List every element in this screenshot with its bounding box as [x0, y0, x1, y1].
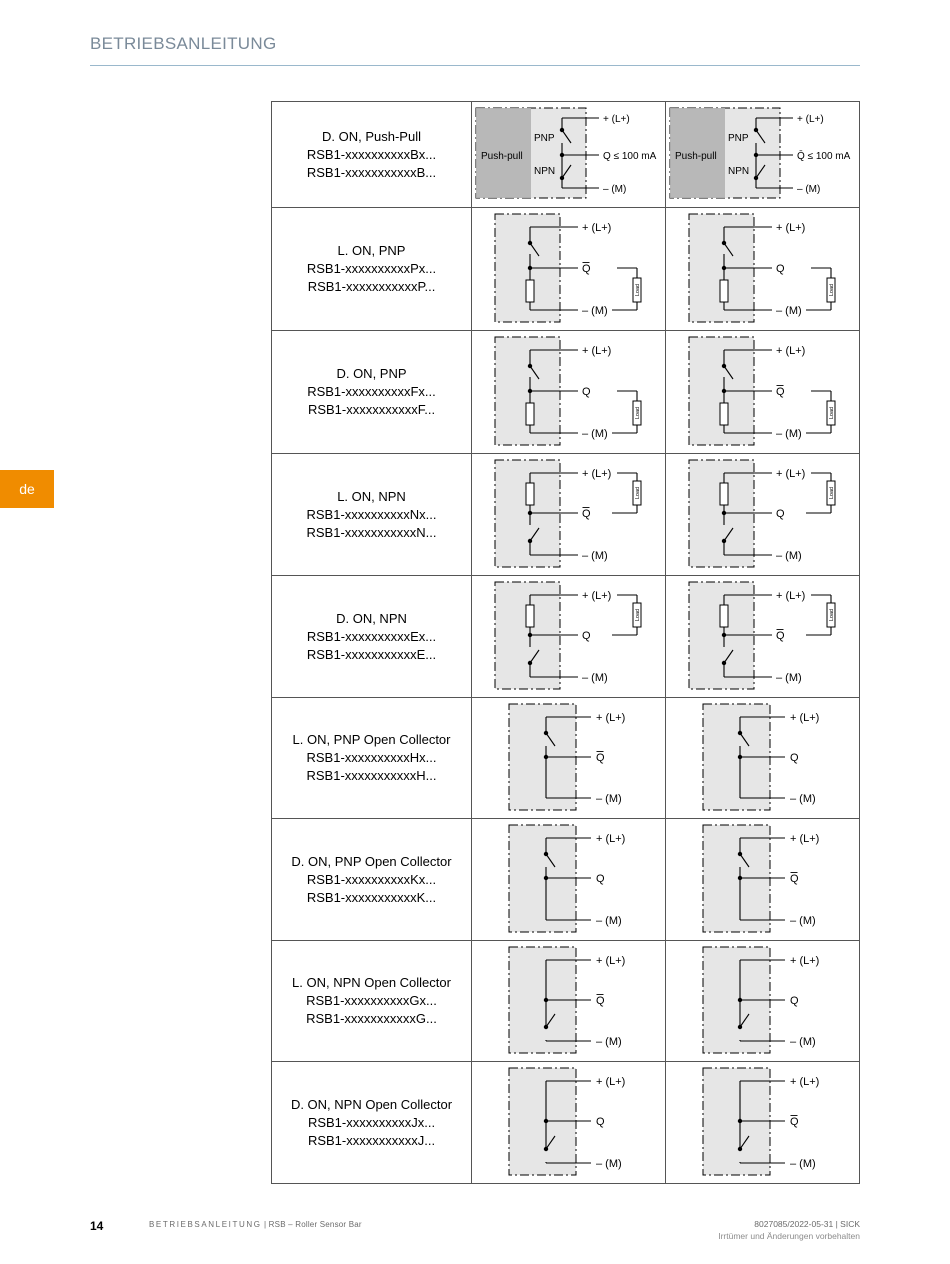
plus-terminal-label: + (L+): [790, 1076, 820, 1088]
load-label: Load: [829, 486, 835, 500]
variant-code: RSB1-xxxxxxxxxxxE...: [306, 646, 437, 662]
q-output-label: Q: [596, 873, 605, 885]
q-output-label: Q: [790, 995, 799, 1007]
wiring-table: [271, 101, 860, 1184]
wiring-diagram: [666, 102, 859, 207]
minus-terminal-label: – (M): [776, 428, 802, 440]
plus-terminal-label: + (L+): [596, 1076, 626, 1088]
minus-terminal-label: – (M): [582, 672, 608, 684]
variant-code: RSB1-xxxxxxxxxxJx...: [307, 1114, 436, 1130]
plus-terminal-label: + (L+): [582, 468, 612, 480]
wiring-diagram-cell: [472, 102, 666, 208]
plus-terminal-label: + (L+): [582, 590, 612, 602]
wiring-diagram-cell: [472, 698, 666, 819]
plus-terminal-label: + (L+): [776, 345, 806, 357]
variant-title: L. ON, NPN: [337, 488, 406, 504]
minus-terminal-label: – (M): [603, 184, 627, 195]
wiring-diagram-cell: [472, 454, 666, 576]
resistor: [720, 403, 728, 425]
q-output-label: Q: [582, 508, 591, 520]
wiring-diagram: [472, 941, 665, 1061]
variant-cell: [272, 454, 472, 576]
plus-terminal-label: + (L+): [596, 712, 626, 724]
wiring-row: [272, 698, 860, 819]
plus-terminal-label: + (L+): [776, 468, 806, 480]
footer-doc-type: BETRIEBSANLEITUNG: [149, 1220, 262, 1229]
wiring-row: [272, 454, 860, 576]
q-output-label: Q: [582, 263, 591, 275]
minus-terminal-label: – (M): [790, 1036, 816, 1048]
minus-terminal-label: – (M): [582, 428, 608, 440]
pnp-label: PNP: [728, 133, 749, 144]
plus-terminal-label: + (L+): [582, 222, 612, 234]
resistor: [526, 403, 534, 425]
wiring-diagram-cell: [666, 698, 860, 819]
variant-code: RSB1-xxxxxxxxxxxH...: [306, 768, 437, 783]
footer-doc-subtitle: | RSB – Roller Sensor Bar: [261, 1220, 362, 1229]
resistor: [720, 280, 728, 302]
q-output-label: Q: [790, 752, 799, 764]
minus-terminal-label: – (M): [596, 915, 622, 927]
wiring-diagram: [472, 1062, 665, 1183]
load-label: Load: [635, 283, 641, 297]
footer-doc-id: 8027085/2022-05-31 | SICK: [754, 1219, 860, 1229]
push-pull-label: Push-pull: [675, 151, 717, 162]
wiring-row: [272, 331, 860, 454]
load-label: Load: [829, 283, 835, 297]
variant-cell: [272, 102, 472, 208]
plus-terminal-label: + (L+): [776, 590, 806, 602]
q-output-label: Q: [776, 386, 785, 398]
variant-code: RSB1-xxxxxxxxxxKx...: [306, 871, 437, 887]
header-divider: [90, 65, 860, 66]
plus-terminal-label: + (L+): [596, 833, 626, 845]
page-number: 14: [90, 1219, 104, 1233]
wiring-diagram: [666, 819, 859, 940]
resistor: [720, 483, 728, 505]
wiring-diagram: [472, 576, 665, 697]
q-output-label: Q: [776, 508, 785, 520]
footer-doc-title: [149, 1220, 362, 1229]
variant-title: D. ON, NPN: [336, 610, 407, 626]
pnp-label: PNP: [534, 133, 555, 144]
resistor: [526, 605, 534, 627]
load-label: Load: [635, 406, 641, 420]
load-label: Load: [635, 486, 641, 500]
wiring-diagram-cell: [666, 1062, 860, 1184]
wiring-diagram: [472, 331, 665, 453]
minus-terminal-label: – (M): [596, 793, 622, 805]
variant-code: RSB1-xxxxxxxxxxHx...: [306, 750, 437, 765]
q-output-label: Q: [582, 386, 591, 398]
variant-code: RSB1-xxxxxxxxxxxK...: [306, 889, 437, 905]
wiring-row: [272, 102, 860, 208]
variant-code: RSB1-xxxxxxxxxxNx...: [306, 506, 437, 522]
variant-code: RSB1-xxxxxxxxxxFx...: [307, 384, 436, 399]
variant-cell: [272, 576, 472, 698]
variant-title: D. ON, PNP: [336, 366, 407, 381]
variant-title: D. ON, PNP Open Collector: [291, 853, 452, 869]
minus-terminal-label: – (M): [797, 184, 821, 195]
plus-terminal-label: + (L+): [790, 955, 820, 967]
load-label: Load: [829, 406, 835, 420]
wiring-diagram-cell: [472, 819, 666, 941]
variant-cell: [272, 698, 472, 819]
minus-terminal-label: – (M): [790, 793, 816, 805]
load-label: Load: [635, 608, 641, 622]
push-pull-label: Push-pull: [481, 151, 523, 162]
wiring-diagram: [666, 698, 859, 818]
wiring-diagram: [666, 208, 859, 330]
page-header-title: BETRIEBSANLEITUNG: [90, 34, 277, 53]
variant-code: RSB1-xxxxxxxxxxxF...: [307, 402, 436, 417]
wiring-diagram-cell: [666, 102, 860, 208]
load-label: Load: [829, 608, 835, 622]
variant-code: RSB1-xxxxxxxxxxxP...: [307, 279, 436, 294]
wiring-diagram: [666, 941, 859, 1061]
minus-terminal-label: – (M): [790, 915, 816, 927]
variant-cell: [272, 331, 472, 454]
plus-terminal-label: + (L+): [596, 955, 626, 967]
wiring-diagram-cell: [472, 331, 666, 454]
variant-code: RSB1-xxxxxxxxxxxB...: [306, 164, 437, 180]
plus-terminal-label: + (L+): [582, 345, 612, 357]
wiring-diagram-cell: [472, 1062, 666, 1184]
wiring-row: [272, 941, 860, 1062]
wiring-diagram-cell: [472, 208, 666, 331]
resistor: [526, 280, 534, 302]
q-output-label: Q: [790, 1116, 799, 1128]
minus-terminal-label: – (M): [776, 305, 802, 317]
wiring-diagram: [472, 102, 665, 207]
variant-code: RSB1-xxxxxxxxxxxG...: [306, 1011, 437, 1026]
resistor: [526, 483, 534, 505]
wiring-diagram-cell: [666, 941, 860, 1062]
output-limit-label: Q̄ ≤ 100 mA: [797, 151, 851, 162]
minus-terminal-label: – (M): [596, 1158, 622, 1170]
resistor: [720, 605, 728, 627]
variant-code: RSB1-xxxxxxxxxxEx...: [306, 628, 437, 644]
variant-title: L. ON, NPN Open Collector: [292, 975, 451, 990]
wiring-diagram: [472, 454, 665, 575]
minus-terminal-label: – (M): [776, 672, 802, 684]
q-output-label: Q: [596, 1116, 605, 1128]
wiring-diagram-cell: [666, 331, 860, 454]
output-limit-label: Q ≤ 100 mA: [603, 151, 657, 162]
plus-terminal-label: + (L+): [790, 712, 820, 724]
plus-terminal-label: + (L+): [797, 114, 824, 125]
npn-label: NPN: [534, 166, 556, 177]
minus-terminal-label: – (M): [582, 305, 608, 317]
q-output-label: Q: [776, 263, 785, 275]
wiring-diagram: [666, 331, 859, 453]
variant-code: RSB1-xxxxxxxxxxGx...: [306, 993, 437, 1008]
wiring-row: [272, 1062, 860, 1184]
wiring-diagram-cell: [472, 576, 666, 698]
variant-title: D. ON, Push-Pull: [322, 128, 421, 144]
q-output-label: Q: [790, 873, 799, 885]
wiring-row: [272, 819, 860, 941]
variant-cell: [272, 819, 472, 941]
minus-terminal-label: – (M): [582, 550, 608, 562]
q-output-label: Q: [596, 995, 605, 1007]
variant-code: RSB1-xxxxxxxxxxxJ...: [307, 1132, 436, 1148]
q-output-label: Q: [582, 630, 591, 642]
variant-title: L. ON, PNP: [337, 243, 406, 258]
minus-terminal-label: – (M): [596, 1036, 622, 1048]
plus-terminal-label: + (L+): [776, 222, 806, 234]
plus-terminal-label: + (L+): [603, 114, 630, 125]
variant-title: D. ON, NPN Open Collector: [290, 1096, 453, 1112]
minus-terminal-label: – (M): [776, 550, 802, 562]
q-output-label: Q: [596, 752, 605, 764]
wiring-diagram-cell: [666, 208, 860, 331]
variant-code: RSB1-xxxxxxxxxxPx...: [306, 261, 437, 276]
variant-cell: [272, 208, 472, 331]
variant-cell: [272, 1062, 472, 1184]
q-output-label: Q: [776, 630, 785, 642]
variant-title: L. ON, PNP Open Collector: [292, 732, 451, 747]
wiring-diagram: [666, 576, 859, 697]
variant-cell: [272, 941, 472, 1062]
wiring-diagram-cell: [666, 576, 860, 698]
footer-disclaimer: Irrtümer und Änderungen vorbehalten: [718, 1231, 860, 1241]
language-tab[interactable]: de: [0, 470, 54, 508]
plus-terminal-label: + (L+): [790, 833, 820, 845]
wiring-diagram-cell: [666, 819, 860, 941]
wiring-diagram-cell: [472, 941, 666, 1062]
wiring-diagram: [472, 208, 665, 330]
variant-code: RSB1-xxxxxxxxxxxN...: [306, 524, 437, 540]
wiring-row: [272, 208, 860, 331]
wiring-diagram: [472, 698, 665, 818]
wiring-diagram: [472, 819, 665, 940]
npn-label: NPN: [728, 166, 750, 177]
wiring-diagram: [666, 454, 859, 575]
variant-code: RSB1-xxxxxxxxxxBx...: [306, 146, 437, 162]
wiring-row: [272, 576, 860, 698]
wiring-diagram: [666, 1062, 859, 1183]
minus-terminal-label: – (M): [790, 1158, 816, 1170]
wiring-diagram-cell: [666, 454, 860, 576]
